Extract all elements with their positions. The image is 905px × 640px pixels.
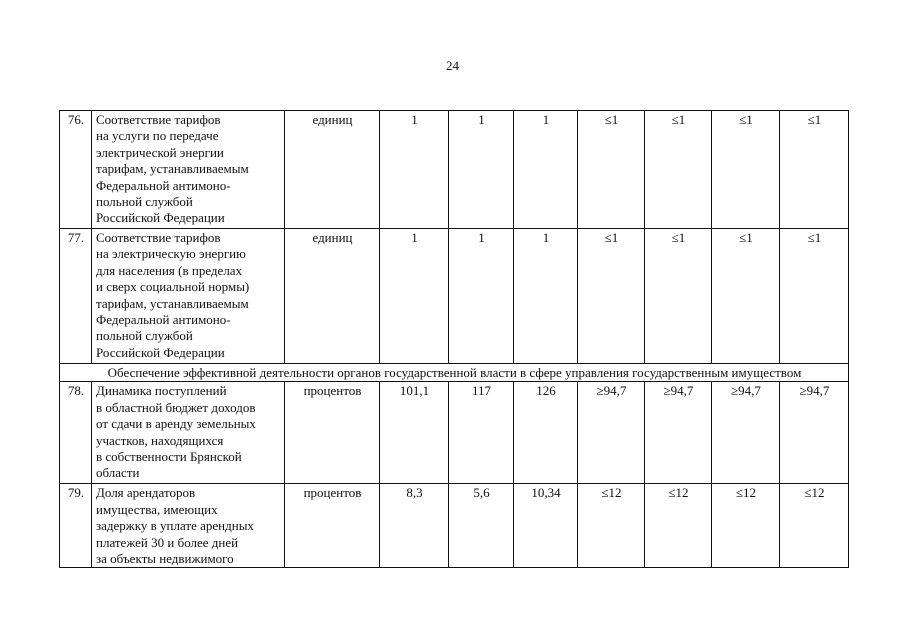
value-cell: ≤1 [578,229,645,364]
value-cell: ≤12 [712,484,780,568]
value-cell: ≤1 [780,229,849,364]
table-row [60,382,849,484]
indicator-name: Доля арендаторов имущества, имеющих задержку в уплате арендных платежей 30 и более дней за объекты недвижимого [92,484,285,568]
unit-cell: процентов [285,484,380,568]
value-cell: ≤12 [780,484,849,568]
table-row [60,111,849,229]
value-cell: ≤12 [578,484,645,568]
value-cell: ≤1 [645,229,712,364]
section-row [60,364,849,382]
value-cell: ≤1 [645,111,712,229]
table-row [60,229,849,364]
indicator-name: Динамика поступлений в областной бюджет доходов от сдачи в аренду земельных участков, находящихся в собственности Брянской области [92,382,285,484]
value-cell: ≤12 [645,484,712,568]
value-cell: 10,34 [514,484,578,568]
row-number: 79. [60,484,92,568]
value-cell: 8,3 [380,484,449,568]
row-number: 78. [60,382,92,484]
indicator-name: Соответствие тарифов на электрическую энергию для населения (в пределах и сверх социальной нормы) тарифам, устанавливаемым Федеральной антимоно- польной службой Российской Федерации [92,229,285,364]
row-number: 76. [60,111,92,229]
value-cell: ≤1 [578,111,645,229]
value-cell: 1 [514,111,578,229]
value-cell: 5,6 [449,484,514,568]
value-cell: ≥94,7 [578,382,645,484]
value-cell: 1 [380,111,449,229]
section-title: Обеспечение эффективной деятельности органов государственной власти в сфере управления государственным имуществом [60,364,849,382]
value-cell: 126 [514,382,578,484]
value-cell: 1 [514,229,578,364]
value-cell: 1 [380,229,449,364]
value-cell: ≥94,7 [645,382,712,484]
value-cell: ≤1 [712,229,780,364]
value-cell: ≤1 [780,111,849,229]
unit-cell: единиц [285,229,380,364]
value-cell: 117 [449,382,514,484]
unit-cell: единиц [285,111,380,229]
value-cell: ≥94,7 [712,382,780,484]
value-cell: 1 [449,229,514,364]
indicators-table [59,110,849,568]
page-number: 24 [446,58,459,73]
value-cell: 1 [449,111,514,229]
indicator-name: Соответствие тарифов на услуги по передаче электрической энергии тарифам, устанавливаемым Федеральной антимоно- польной службой Российской Федерации [92,111,285,229]
value-cell: 101,1 [380,382,449,484]
value-cell: ≥94,7 [780,382,849,484]
row-number: 77. [60,229,92,364]
value-cell: ≤1 [712,111,780,229]
unit-cell: процентов [285,382,380,484]
table-row [60,484,849,568]
